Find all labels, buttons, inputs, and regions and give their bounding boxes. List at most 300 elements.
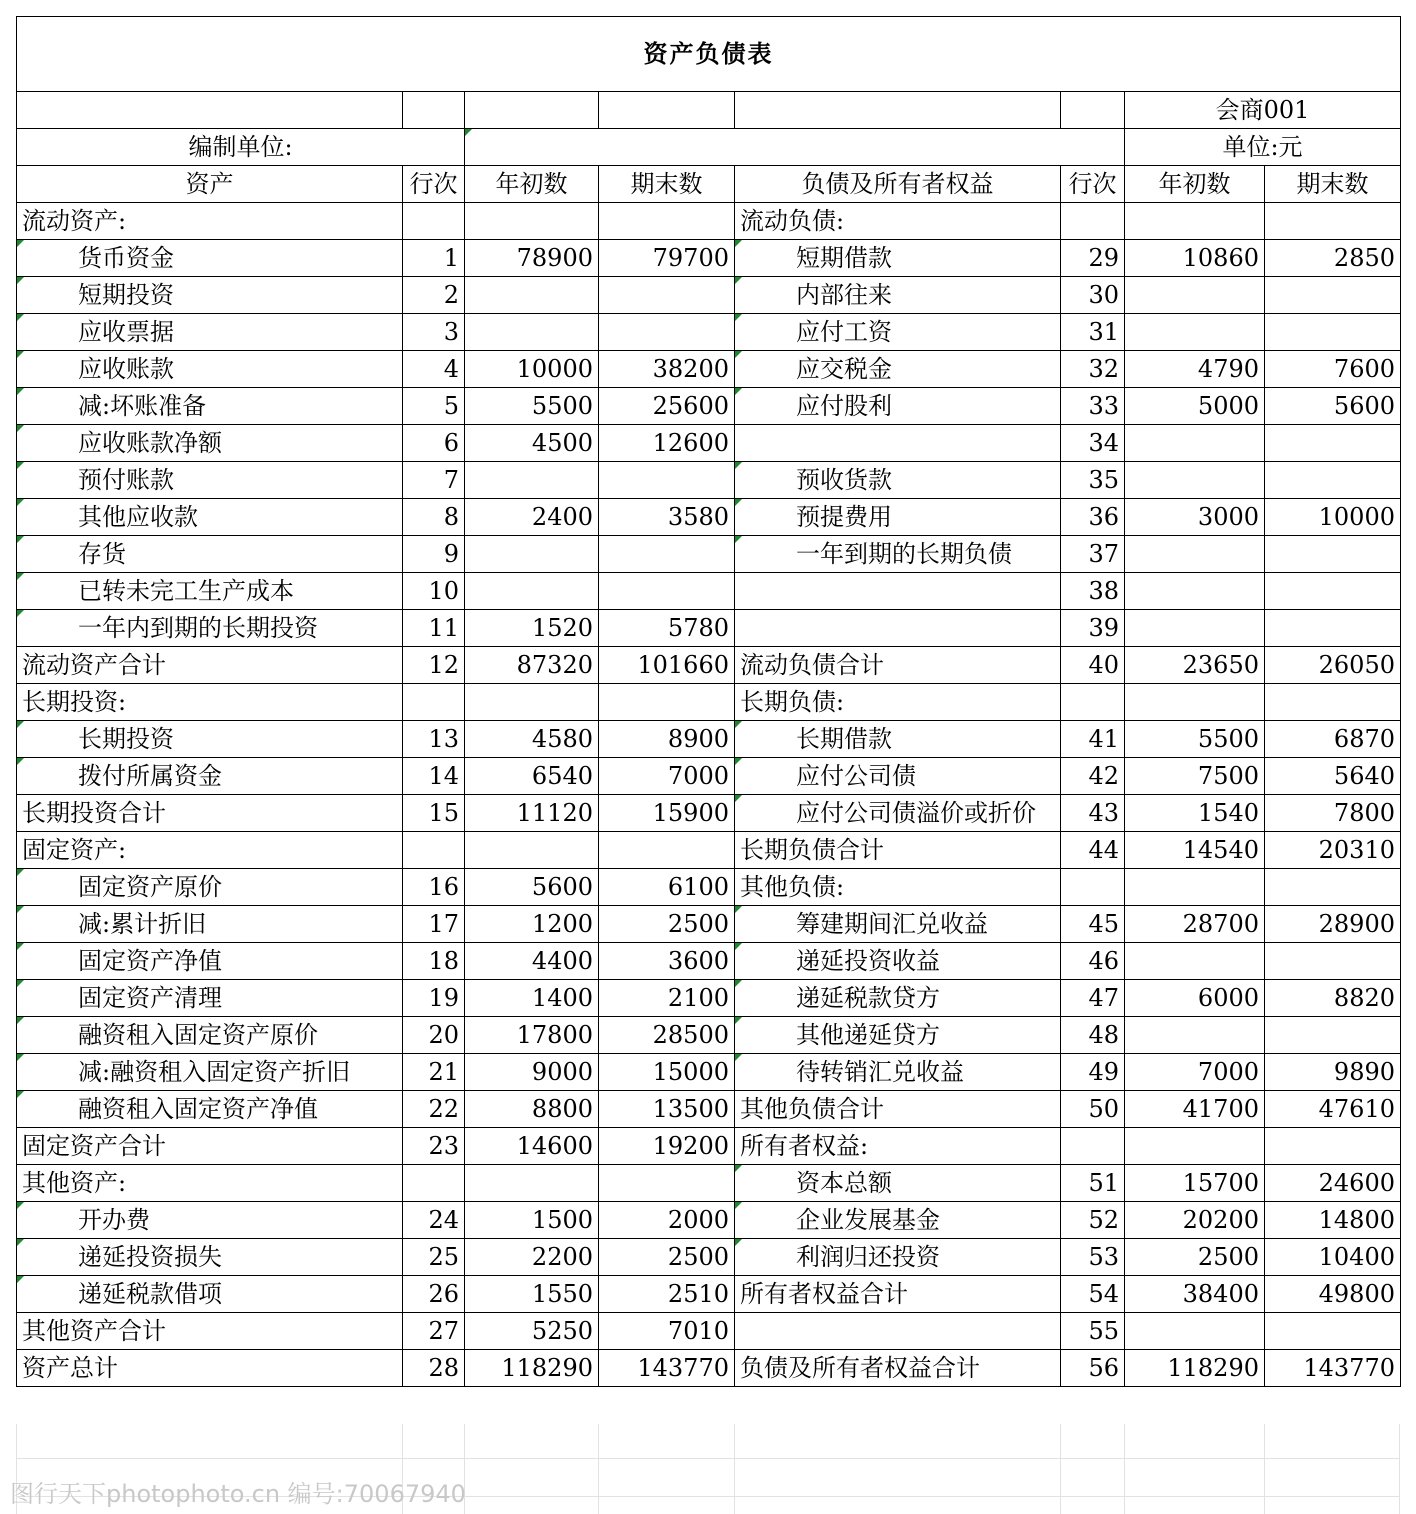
- asset-begin-value[interactable]: 78900: [465, 240, 599, 277]
- table-row: [17, 721, 1401, 758]
- asset-begin-value[interactable]: 1200: [465, 906, 599, 943]
- table-row: [17, 1350, 1401, 1387]
- asset-end-value[interactable]: 2510: [599, 1276, 735, 1313]
- liability-begin-value[interactable]: 41700: [1125, 1091, 1265, 1128]
- asset-begin-value[interactable]: [465, 573, 599, 610]
- liability-end-value[interactable]: [1265, 462, 1401, 499]
- asset-line-no[interactable]: 27: [403, 1313, 465, 1350]
- asset-line-no[interactable]: 2: [403, 277, 465, 314]
- asset-line-no[interactable]: 17: [403, 906, 465, 943]
- liability-line-no[interactable]: 40: [1061, 647, 1125, 684]
- asset-end-value[interactable]: 15000: [599, 1054, 735, 1091]
- asset-label[interactable]: 流动资产:: [17, 203, 403, 240]
- org-value-cell[interactable]: [465, 129, 1125, 166]
- asset-label[interactable]: 资产总计: [17, 1350, 403, 1387]
- asset-line-no[interactable]: 12: [403, 647, 465, 684]
- liability-label[interactable]: [735, 1313, 1061, 1350]
- liability-end-value[interactable]: [1265, 203, 1401, 240]
- table-row: [17, 1165, 1401, 1202]
- header-end-2[interactable]: 期末数: [1265, 166, 1401, 203]
- asset-end-value[interactable]: 28500: [599, 1017, 735, 1054]
- liability-label[interactable]: 应付公司债: [735, 758, 1061, 795]
- liability-end-value[interactable]: 143770: [1265, 1350, 1401, 1387]
- liability-label[interactable]: [735, 425, 1061, 462]
- liability-end-value[interactable]: 5600: [1265, 388, 1401, 425]
- asset-line-no[interactable]: 26: [403, 1276, 465, 1313]
- asset-end-value[interactable]: 19200: [599, 1128, 735, 1165]
- table-row: [17, 388, 1401, 425]
- liability-label[interactable]: 应付公司债溢价或折价: [735, 795, 1061, 832]
- asset-line-no[interactable]: 20: [403, 1017, 465, 1054]
- liability-end-value[interactable]: [1265, 943, 1401, 980]
- header-end[interactable]: 期末数: [599, 166, 735, 203]
- liability-end-value[interactable]: 26050: [1265, 647, 1401, 684]
- asset-label[interactable]: 已转未完工生产成本: [17, 573, 403, 610]
- asset-label[interactable]: 长期投资合计: [17, 795, 403, 832]
- liability-line-no[interactable]: [1061, 684, 1125, 721]
- liability-begin-value[interactable]: [1125, 1017, 1265, 1054]
- liability-label[interactable]: 应付股利: [735, 388, 1061, 425]
- liability-begin-value[interactable]: 20200: [1125, 1202, 1265, 1239]
- liability-begin-value[interactable]: [1125, 462, 1265, 499]
- liability-begin-value[interactable]: [1125, 869, 1265, 906]
- liability-end-value[interactable]: 24600: [1265, 1165, 1401, 1202]
- liability-label[interactable]: 内部往来: [735, 277, 1061, 314]
- liability-line-no[interactable]: 48: [1061, 1017, 1125, 1054]
- asset-end-value[interactable]: 5780: [599, 610, 735, 647]
- liability-begin-value[interactable]: 14540: [1125, 832, 1265, 869]
- blank-cell[interactable]: [465, 92, 599, 129]
- asset-begin-value[interactable]: 10000: [465, 351, 599, 388]
- liability-begin-value[interactable]: 6000: [1125, 980, 1265, 1017]
- liability-label[interactable]: 企业发展基金: [735, 1202, 1061, 1239]
- liability-line-no[interactable]: 32: [1061, 351, 1125, 388]
- liability-line-no[interactable]: 36: [1061, 499, 1125, 536]
- asset-begin-value[interactable]: 118290: [465, 1350, 599, 1387]
- asset-end-value[interactable]: 15900: [599, 795, 735, 832]
- liability-line-no[interactable]: 31: [1061, 314, 1125, 351]
- asset-label[interactable]: 其他资产合计: [17, 1313, 403, 1350]
- asset-end-value[interactable]: 7010: [599, 1313, 735, 1350]
- liability-label[interactable]: 所有者权益合计: [735, 1276, 1061, 1313]
- asset-line-no[interactable]: 14: [403, 758, 465, 795]
- table-row: [17, 795, 1401, 832]
- asset-label[interactable]: 融资租入固定资产原价: [17, 1017, 403, 1054]
- asset-begin-value[interactable]: 11120: [465, 795, 599, 832]
- asset-end-value[interactable]: 2500: [599, 1239, 735, 1276]
- asset-end-value[interactable]: 13500: [599, 1091, 735, 1128]
- asset-end-value[interactable]: [599, 536, 735, 573]
- liability-end-value[interactable]: 47610: [1265, 1091, 1401, 1128]
- liability-line-no[interactable]: 56: [1061, 1350, 1125, 1387]
- asset-line-no[interactable]: 25: [403, 1239, 465, 1276]
- asset-begin-value[interactable]: [465, 203, 599, 240]
- liability-begin-value[interactable]: 15700: [1125, 1165, 1265, 1202]
- org-label[interactable]: 编制单位:: [17, 129, 465, 166]
- liability-label[interactable]: 短期借款: [735, 240, 1061, 277]
- asset-label[interactable]: 减:累计折旧: [17, 906, 403, 943]
- liability-label[interactable]: [735, 610, 1061, 647]
- asset-line-no[interactable]: 28: [403, 1350, 465, 1387]
- liability-begin-value[interactable]: [1125, 1128, 1265, 1165]
- table-row: [17, 610, 1401, 647]
- header-liabilities[interactable]: 负债及所有者权益: [735, 166, 1061, 203]
- asset-end-value[interactable]: 12600: [599, 425, 735, 462]
- liability-end-value[interactable]: [1265, 314, 1401, 351]
- asset-line-no[interactable]: 24: [403, 1202, 465, 1239]
- asset-begin-value[interactable]: 6540: [465, 758, 599, 795]
- liability-label[interactable]: 其他负债合计: [735, 1091, 1061, 1128]
- blank-cell[interactable]: [17, 92, 403, 129]
- asset-end-value[interactable]: [599, 314, 735, 351]
- liability-label[interactable]: 长期负债:: [735, 684, 1061, 721]
- asset-begin-value[interactable]: [465, 1165, 599, 1202]
- liability-begin-value[interactable]: 118290: [1125, 1350, 1265, 1387]
- asset-begin-value[interactable]: 4400: [465, 943, 599, 980]
- asset-line-no[interactable]: 13: [403, 721, 465, 758]
- asset-label[interactable]: 固定资产净值: [17, 943, 403, 980]
- asset-end-value[interactable]: [599, 573, 735, 610]
- asset-label[interactable]: 短期投资: [17, 277, 403, 314]
- liability-begin-value[interactable]: 2500: [1125, 1239, 1265, 1276]
- asset-label[interactable]: 融资租入固定资产净值: [17, 1091, 403, 1128]
- asset-line-no[interactable]: 18: [403, 943, 465, 980]
- asset-end-value[interactable]: 25600: [599, 388, 735, 425]
- asset-line-no[interactable]: [403, 1165, 465, 1202]
- liability-end-value[interactable]: 20310: [1265, 832, 1401, 869]
- unit-label[interactable]: 单位:元: [1125, 129, 1401, 166]
- asset-line-no[interactable]: 9: [403, 536, 465, 573]
- asset-line-no[interactable]: 8: [403, 499, 465, 536]
- liability-line-no[interactable]: 41: [1061, 721, 1125, 758]
- liability-line-no[interactable]: 42: [1061, 758, 1125, 795]
- liability-end-value[interactable]: 49800: [1265, 1276, 1401, 1313]
- blank-cell[interactable]: [735, 92, 1061, 129]
- header-line[interactable]: 行次: [403, 166, 465, 203]
- liability-line-no[interactable]: 46: [1061, 943, 1125, 980]
- asset-end-value[interactable]: 8900: [599, 721, 735, 758]
- liability-label[interactable]: 流动负债:: [735, 203, 1061, 240]
- liability-line-no[interactable]: 38: [1061, 573, 1125, 610]
- asset-label[interactable]: 开办费: [17, 1202, 403, 1239]
- asset-line-no[interactable]: 15: [403, 795, 465, 832]
- asset-begin-value[interactable]: 9000: [465, 1054, 599, 1091]
- liability-line-no[interactable]: 52: [1061, 1202, 1125, 1239]
- form-code[interactable]: 会商001: [1125, 92, 1401, 129]
- table-row: [17, 980, 1401, 1017]
- asset-begin-value[interactable]: [465, 536, 599, 573]
- table-row: [17, 240, 1401, 277]
- liability-begin-value[interactable]: [1125, 277, 1265, 314]
- asset-line-no[interactable]: 1: [403, 240, 465, 277]
- asset-begin-value[interactable]: 17800: [465, 1017, 599, 1054]
- asset-line-no[interactable]: [403, 203, 465, 240]
- asset-begin-value[interactable]: [465, 684, 599, 721]
- liability-label[interactable]: 长期负债合计: [735, 832, 1061, 869]
- table-row: [17, 1054, 1401, 1091]
- table-row: [17, 647, 1401, 684]
- asset-line-no[interactable]: 5: [403, 388, 465, 425]
- table-row: [17, 203, 1401, 240]
- table-row: [17, 832, 1401, 869]
- asset-begin-value[interactable]: 2400: [465, 499, 599, 536]
- asset-begin-value[interactable]: 14600: [465, 1128, 599, 1165]
- asset-end-value[interactable]: 38200: [599, 351, 735, 388]
- asset-begin-value[interactable]: 87320: [465, 647, 599, 684]
- asset-begin-value[interactable]: 2200: [465, 1239, 599, 1276]
- liability-end-value[interactable]: [1265, 573, 1401, 610]
- liability-begin-value[interactable]: [1125, 943, 1265, 980]
- liability-end-value[interactable]: [1265, 869, 1401, 906]
- liability-label[interactable]: 预提费用: [735, 499, 1061, 536]
- liability-line-no[interactable]: 33: [1061, 388, 1125, 425]
- liability-line-no[interactable]: 55: [1061, 1313, 1125, 1350]
- asset-begin-value[interactable]: 1550: [465, 1276, 599, 1313]
- asset-end-value[interactable]: 2500: [599, 906, 735, 943]
- asset-label[interactable]: 应收账款净额: [17, 425, 403, 462]
- liability-label[interactable]: 负债及所有者权益合计: [735, 1350, 1061, 1387]
- asset-label[interactable]: 其他应收款: [17, 499, 403, 536]
- liability-label[interactable]: 待转销汇兑收益: [735, 1054, 1061, 1091]
- liability-end-value[interactable]: [1265, 1313, 1401, 1350]
- sheet-title[interactable]: 资产负债表: [17, 17, 1401, 92]
- asset-begin-value[interactable]: 5250: [465, 1313, 599, 1350]
- liability-end-value[interactable]: 7600: [1265, 351, 1401, 388]
- asset-line-no[interactable]: 6: [403, 425, 465, 462]
- asset-line-no[interactable]: 19: [403, 980, 465, 1017]
- balance-sheet-table: [16, 16, 1401, 1387]
- liability-line-no[interactable]: 49: [1061, 1054, 1125, 1091]
- asset-label[interactable]: 固定资产原价: [17, 869, 403, 906]
- liability-end-value[interactable]: 7800: [1265, 795, 1401, 832]
- liability-begin-value[interactable]: [1125, 573, 1265, 610]
- liability-line-no[interactable]: [1061, 1128, 1125, 1165]
- asset-label[interactable]: 其他资产:: [17, 1165, 403, 1202]
- liability-end-value[interactable]: [1265, 610, 1401, 647]
- table-row: [17, 1276, 1401, 1313]
- liability-line-no[interactable]: [1061, 203, 1125, 240]
- asset-label[interactable]: 固定资产:: [17, 832, 403, 869]
- blank-cell[interactable]: [1061, 92, 1125, 129]
- asset-begin-value[interactable]: [465, 832, 599, 869]
- liability-end-value[interactable]: 8820: [1265, 980, 1401, 1017]
- liability-label[interactable]: 筹建期间汇兑收益: [735, 906, 1061, 943]
- liability-begin-value[interactable]: 3000: [1125, 499, 1265, 536]
- asset-end-value[interactable]: 2000: [599, 1202, 735, 1239]
- liability-line-no[interactable]: [1061, 869, 1125, 906]
- asset-label[interactable]: 一年内到期的长期投资: [17, 610, 403, 647]
- asset-line-no[interactable]: 7: [403, 462, 465, 499]
- asset-line-no[interactable]: 22: [403, 1091, 465, 1128]
- liability-end-value[interactable]: [1265, 536, 1401, 573]
- asset-line-no[interactable]: 23: [403, 1128, 465, 1165]
- liability-label[interactable]: 递延税款贷方: [735, 980, 1061, 1017]
- asset-label[interactable]: 固定资产合计: [17, 1128, 403, 1165]
- asset-begin-value[interactable]: 4580: [465, 721, 599, 758]
- liability-label[interactable]: 其他负债:: [735, 869, 1061, 906]
- asset-begin-value[interactable]: 8800: [465, 1091, 599, 1128]
- liability-label[interactable]: [735, 573, 1061, 610]
- liability-begin-value[interactable]: 5500: [1125, 721, 1265, 758]
- liability-begin-value[interactable]: 5000: [1125, 388, 1265, 425]
- table-row: [17, 1202, 1401, 1239]
- asset-label[interactable]: 长期投资:: [17, 684, 403, 721]
- liability-begin-value[interactable]: 28700: [1125, 906, 1265, 943]
- liability-label[interactable]: 其他递延贷方: [735, 1017, 1061, 1054]
- liability-end-value[interactable]: [1265, 277, 1401, 314]
- liability-begin-value[interactable]: [1125, 610, 1265, 647]
- liability-begin-value[interactable]: 4790: [1125, 351, 1265, 388]
- table-row: [17, 1091, 1401, 1128]
- liability-line-no[interactable]: 54: [1061, 1276, 1125, 1313]
- liability-line-no[interactable]: 45: [1061, 906, 1125, 943]
- liability-begin-value[interactable]: 23650: [1125, 647, 1265, 684]
- asset-end-value[interactable]: 101660: [599, 647, 735, 684]
- header-asset[interactable]: 资产: [17, 166, 403, 203]
- header-line-2[interactable]: 行次: [1061, 166, 1125, 203]
- asset-label[interactable]: 预付账款: [17, 462, 403, 499]
- liability-label[interactable]: 应交税金: [735, 351, 1061, 388]
- liability-end-value[interactable]: 6870: [1265, 721, 1401, 758]
- asset-label[interactable]: 货币资金: [17, 240, 403, 277]
- liability-begin-value[interactable]: [1125, 203, 1265, 240]
- liability-label[interactable]: 预收货款: [735, 462, 1061, 499]
- liability-label[interactable]: 应付工资: [735, 314, 1061, 351]
- asset-begin-value[interactable]: [465, 277, 599, 314]
- liability-line-no[interactable]: 43: [1061, 795, 1125, 832]
- liability-end-value[interactable]: 2850: [1265, 240, 1401, 277]
- liability-label[interactable]: 长期借款: [735, 721, 1061, 758]
- liability-line-no[interactable]: 44: [1061, 832, 1125, 869]
- liability-begin-value[interactable]: 7000: [1125, 1054, 1265, 1091]
- liability-end-value[interactable]: 9890: [1265, 1054, 1401, 1091]
- asset-label[interactable]: 减:坏账准备: [17, 388, 403, 425]
- liability-end-value[interactable]: 14800: [1265, 1202, 1401, 1239]
- asset-end-value[interactable]: 2100: [599, 980, 735, 1017]
- asset-end-value[interactable]: 3580: [599, 499, 735, 536]
- asset-begin-value[interactable]: 5600: [465, 869, 599, 906]
- table-row: [17, 869, 1401, 906]
- asset-line-no[interactable]: 21: [403, 1054, 465, 1091]
- asset-label[interactable]: 应收账款: [17, 351, 403, 388]
- asset-begin-value[interactable]: 1400: [465, 980, 599, 1017]
- asset-label[interactable]: 流动资产合计: [17, 647, 403, 684]
- asset-line-no[interactable]: 4: [403, 351, 465, 388]
- liability-label[interactable]: 所有者权益:: [735, 1128, 1061, 1165]
- asset-label[interactable]: 存货: [17, 536, 403, 573]
- liability-begin-value[interactable]: 38400: [1125, 1276, 1265, 1313]
- table-row: [17, 462, 1401, 499]
- asset-line-no[interactable]: 16: [403, 869, 465, 906]
- liability-line-no[interactable]: 51: [1061, 1165, 1125, 1202]
- asset-end-value[interactable]: 79700: [599, 240, 735, 277]
- asset-label[interactable]: 拨付所属资金: [17, 758, 403, 795]
- asset-begin-value[interactable]: [465, 462, 599, 499]
- liability-end-value[interactable]: 10000: [1265, 499, 1401, 536]
- table-row: [17, 573, 1401, 610]
- liability-end-value[interactable]: 5640: [1265, 758, 1401, 795]
- asset-begin-value[interactable]: 4500: [465, 425, 599, 462]
- table-row: [17, 536, 1401, 573]
- liability-end-value[interactable]: 10400: [1265, 1239, 1401, 1276]
- liability-end-value[interactable]: [1265, 1128, 1401, 1165]
- liability-line-no[interactable]: 53: [1061, 1239, 1125, 1276]
- header-begin-2[interactable]: 年初数: [1125, 166, 1265, 203]
- asset-end-value[interactable]: [599, 203, 735, 240]
- liability-begin-value[interactable]: [1125, 684, 1265, 721]
- liability-label[interactable]: 流动负债合计: [735, 647, 1061, 684]
- asset-end-value[interactable]: 6100: [599, 869, 735, 906]
- asset-end-value[interactable]: 143770: [599, 1350, 735, 1387]
- asset-label[interactable]: 长期投资: [17, 721, 403, 758]
- asset-label[interactable]: 递延税款借项: [17, 1276, 403, 1313]
- asset-line-no[interactable]: [403, 684, 465, 721]
- liability-label[interactable]: 递延投资收益: [735, 943, 1061, 980]
- asset-label[interactable]: 减:融资租入固定资产折旧: [17, 1054, 403, 1091]
- asset-end-value[interactable]: [599, 684, 735, 721]
- asset-label[interactable]: 递延投资损失: [17, 1239, 403, 1276]
- blank-cell[interactable]: [599, 92, 735, 129]
- liability-line-no[interactable]: 34: [1061, 425, 1125, 462]
- asset-end-value[interactable]: 3600: [599, 943, 735, 980]
- liability-label[interactable]: 资本总额: [735, 1165, 1061, 1202]
- liability-label[interactable]: 利润归还投资: [735, 1239, 1061, 1276]
- asset-begin-value[interactable]: [465, 314, 599, 351]
- liability-begin-value[interactable]: 10860: [1125, 240, 1265, 277]
- liability-end-value[interactable]: [1265, 425, 1401, 462]
- asset-line-no[interactable]: 3: [403, 314, 465, 351]
- liability-begin-value[interactable]: [1125, 425, 1265, 462]
- liability-line-no[interactable]: 29: [1061, 240, 1125, 277]
- blank-cell[interactable]: [403, 92, 465, 129]
- liability-end-value[interactable]: 28900: [1265, 906, 1401, 943]
- header-begin[interactable]: 年初数: [465, 166, 599, 203]
- asset-end-value[interactable]: [599, 277, 735, 314]
- liability-begin-value[interactable]: 1540: [1125, 795, 1265, 832]
- asset-label[interactable]: 应收票据: [17, 314, 403, 351]
- asset-end-value[interactable]: 7000: [599, 758, 735, 795]
- liability-line-no[interactable]: 50: [1061, 1091, 1125, 1128]
- liability-line-no[interactable]: 30: [1061, 277, 1125, 314]
- liability-label[interactable]: 一年到期的长期负债: [735, 536, 1061, 573]
- liability-line-no[interactable]: 47: [1061, 980, 1125, 1017]
- asset-line-no[interactable]: 11: [403, 610, 465, 647]
- liability-line-no[interactable]: 39: [1061, 610, 1125, 647]
- asset-label[interactable]: 固定资产清理: [17, 980, 403, 1017]
- liability-begin-value[interactable]: [1125, 1313, 1265, 1350]
- table-row: [17, 314, 1401, 351]
- liability-begin-value[interactable]: 7500: [1125, 758, 1265, 795]
- table-row: [17, 1239, 1401, 1276]
- asset-end-value[interactable]: [599, 1165, 735, 1202]
- asset-line-no[interactable]: 10: [403, 573, 465, 610]
- table-row: [17, 758, 1401, 795]
- table-row: [17, 943, 1401, 980]
- asset-begin-value[interactable]: 5500: [465, 388, 599, 425]
- asset-end-value[interactable]: [599, 832, 735, 869]
- asset-begin-value[interactable]: 1520: [465, 610, 599, 647]
- watermark-text: 图行天下photophoto.cn 编号:70067940: [10, 1480, 466, 1508]
- liability-begin-value[interactable]: [1125, 314, 1265, 351]
- asset-begin-value[interactable]: 1500: [465, 1202, 599, 1239]
- liability-end-value[interactable]: [1265, 684, 1401, 721]
- liability-begin-value[interactable]: [1125, 536, 1265, 573]
- liability-line-no[interactable]: 35: [1061, 462, 1125, 499]
- liability-line-no[interactable]: 37: [1061, 536, 1125, 573]
- liability-end-value[interactable]: [1265, 1017, 1401, 1054]
- asset-line-no[interactable]: [403, 832, 465, 869]
- asset-end-value[interactable]: [599, 462, 735, 499]
